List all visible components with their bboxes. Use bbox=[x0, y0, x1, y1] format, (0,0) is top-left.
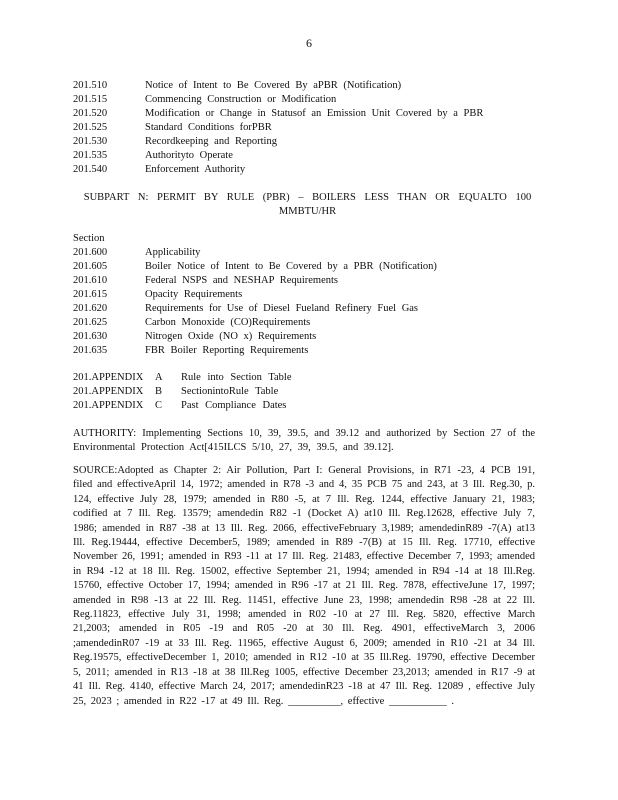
section-title: Opacity Requirements bbox=[145, 289, 243, 300]
section-title: Boiler Notice of Intent to Be Covered by a PBR (Notification) bbox=[145, 261, 437, 272]
section-number: 201.540 bbox=[73, 164, 108, 175]
section-number: 201.635 bbox=[73, 345, 108, 356]
section-number: 201.620 bbox=[73, 303, 108, 314]
section-title: Nitrogen Oxide (NO x) Requirements bbox=[145, 331, 317, 342]
section-number: 201.525 bbox=[73, 122, 108, 133]
appendix-title: Rule into Section Table bbox=[181, 372, 292, 383]
section-title: Modification or Change in Statusof an Emission Unit Covered by a PBR bbox=[145, 108, 484, 119]
toc-row bbox=[73, 163, 245, 177]
section-title: Standard Conditions forPBR bbox=[145, 122, 272, 133]
section-title: Carbon Monoxide (CO)Requirements bbox=[145, 317, 311, 328]
section-title: Recordkeeping and Reporting bbox=[145, 136, 277, 147]
toc-row bbox=[73, 260, 437, 274]
appendix-letter: B bbox=[155, 386, 163, 397]
toc-row bbox=[73, 344, 308, 358]
toc-row bbox=[73, 302, 418, 316]
section-number: 201.510 bbox=[73, 80, 108, 91]
section-number: 201.530 bbox=[73, 136, 108, 147]
section-title: Requirements for Use of Diesel Fueland Refinery Fuel Gas bbox=[145, 303, 419, 314]
source-note: SOURCE:Adopted as Chapter 2: Air Pollution, Part I: General Provisions, in R71 -23, 4 PCB 191, filed and effectiveApril 14, 1972; amended in R78 -3 and 4, 35 PCB 75 and 243, at 3 Ill. Reg.30, p. 124, effective July 28, 1979; amended in R80 -5, at 7 Ill. Reg. 1244, effective January 21, 1983; codified at 7 Ill. Reg. 13579; amendedin R82 -1 (Docket A) at10 Ill. Reg.12628, effective July 7, 1986; amended in R87 -38 at 13 Ill. Reg. 2066, effectiveFebruary 3,1989; amendedinR89 -7(A) at13 Ill. Reg.19444, effective December5, 1989; amended in R89 -7(B) at 15 Ill. Reg. 17710, effective November 26, 1991; amended in R93 -11 at 17 Ill. Reg. 21483, effective December 7, 1993; amended in R94 -12 at 18 Ill. Reg. 15002, effective September 21, 1994; amended in R94 -14 at 18 Ill.Reg. 15760, effective October 17, 1994; amended in R96 -17 at 21 Ill. Reg. 7878, effectiveJune 17, 1997; amended in R98 -13 at 22 Ill. Reg. 11451, effective June 23, 1998; amendedin R98 -28 at 22 Ill. Reg.11823, effective July 31, 1998; amended in R02 -10 at 27 Ill. Reg. 5820, effective March 21,2003; amended in R05 -19 and R05 -20 at 30 Ill. Reg. 4901, effectiveMarch 3, 2006 ;amendedinR07 -19 at 33 Ill. Reg. 11965, effective August 6, 2009; amended in R10 -21 at 34 Ill. Reg.19575, effectiveDecember 1, 2010; amended in R12 -10 at 35 Ill.Reg. 19790, effective December 5, 2011; amended in R13 -18 at 38 Ill.Reg 1005, effective December 23,2013; amended in R17 -9 at 41 Ill. Reg. 4140, effective March 24, 2017; amendedinR23 -18 at 47 Ill. Reg. 12089 , effective July 25, 2023 ; amended in R22 -17 at 49 Ill. Reg. __________, effective ___________ . bbox=[73, 465, 535, 707]
appendix-letter: C bbox=[155, 400, 163, 411]
section-title: Applicability bbox=[145, 247, 201, 258]
toc-row bbox=[73, 246, 200, 260]
authority-note: AUTHORITY: Implementing Sections 10, 39, 39.5, and 39.12 and authorized by Section 27 of the Environmental Protection Act[415ILCS 5/10, 27, 39, 39.5, and 39.12]. bbox=[73, 428, 535, 453]
section-title: Commencing Construction or Modification bbox=[145, 94, 337, 105]
appendix-row bbox=[73, 371, 292, 385]
appendix-row bbox=[73, 399, 286, 413]
section-title: Enforcement Authority bbox=[145, 164, 246, 175]
section-title: Federal NSPS and NESHAP Requirements bbox=[145, 275, 339, 286]
toc-row bbox=[73, 107, 483, 121]
toc-row bbox=[73, 79, 401, 93]
appendix-letter: A bbox=[155, 372, 163, 383]
section-number: 201.605 bbox=[73, 261, 108, 272]
section-number: 201.625 bbox=[73, 317, 108, 328]
section-label: Section bbox=[73, 233, 105, 244]
subpart-heading: SUBPART N: PERMIT BY RULE (PBR) – BOILERS LESS THAN OR EQUALTO 100 MMBTU/HR bbox=[83, 192, 532, 217]
toc-row bbox=[73, 93, 336, 107]
toc-row bbox=[73, 149, 233, 163]
toc-row bbox=[73, 135, 277, 149]
section-number: 201.610 bbox=[73, 275, 108, 286]
page-number: 6 bbox=[306, 36, 312, 50]
section-title: FBR Boiler Reporting Requirements bbox=[145, 345, 309, 356]
section-number: 201.520 bbox=[73, 108, 108, 119]
section-title: Authorityto Operate bbox=[145, 150, 233, 161]
section-number: 201.630 bbox=[73, 331, 108, 342]
appendix-number: 201.APPENDIX bbox=[73, 386, 144, 397]
appendix-number: 201.APPENDIX bbox=[73, 372, 144, 383]
appendix-number: 201.APPENDIX bbox=[73, 400, 144, 411]
section-number: 201.615 bbox=[73, 289, 108, 300]
appendix-title: SectionintoRule Table bbox=[181, 386, 279, 397]
section-number: 201.600 bbox=[73, 247, 108, 258]
section-title: Notice of Intent to Be Covered By aPBR (Notification) bbox=[145, 80, 402, 91]
appendix-title: Past Compliance Dates bbox=[181, 400, 287, 411]
toc-row bbox=[73, 330, 316, 344]
toc-row bbox=[73, 288, 242, 302]
section-number: 201.535 bbox=[73, 150, 108, 161]
toc-row bbox=[73, 316, 310, 330]
appendix-row bbox=[73, 385, 278, 399]
section-number: 201.515 bbox=[73, 94, 108, 105]
toc-row bbox=[73, 121, 272, 135]
toc-row bbox=[73, 274, 338, 288]
